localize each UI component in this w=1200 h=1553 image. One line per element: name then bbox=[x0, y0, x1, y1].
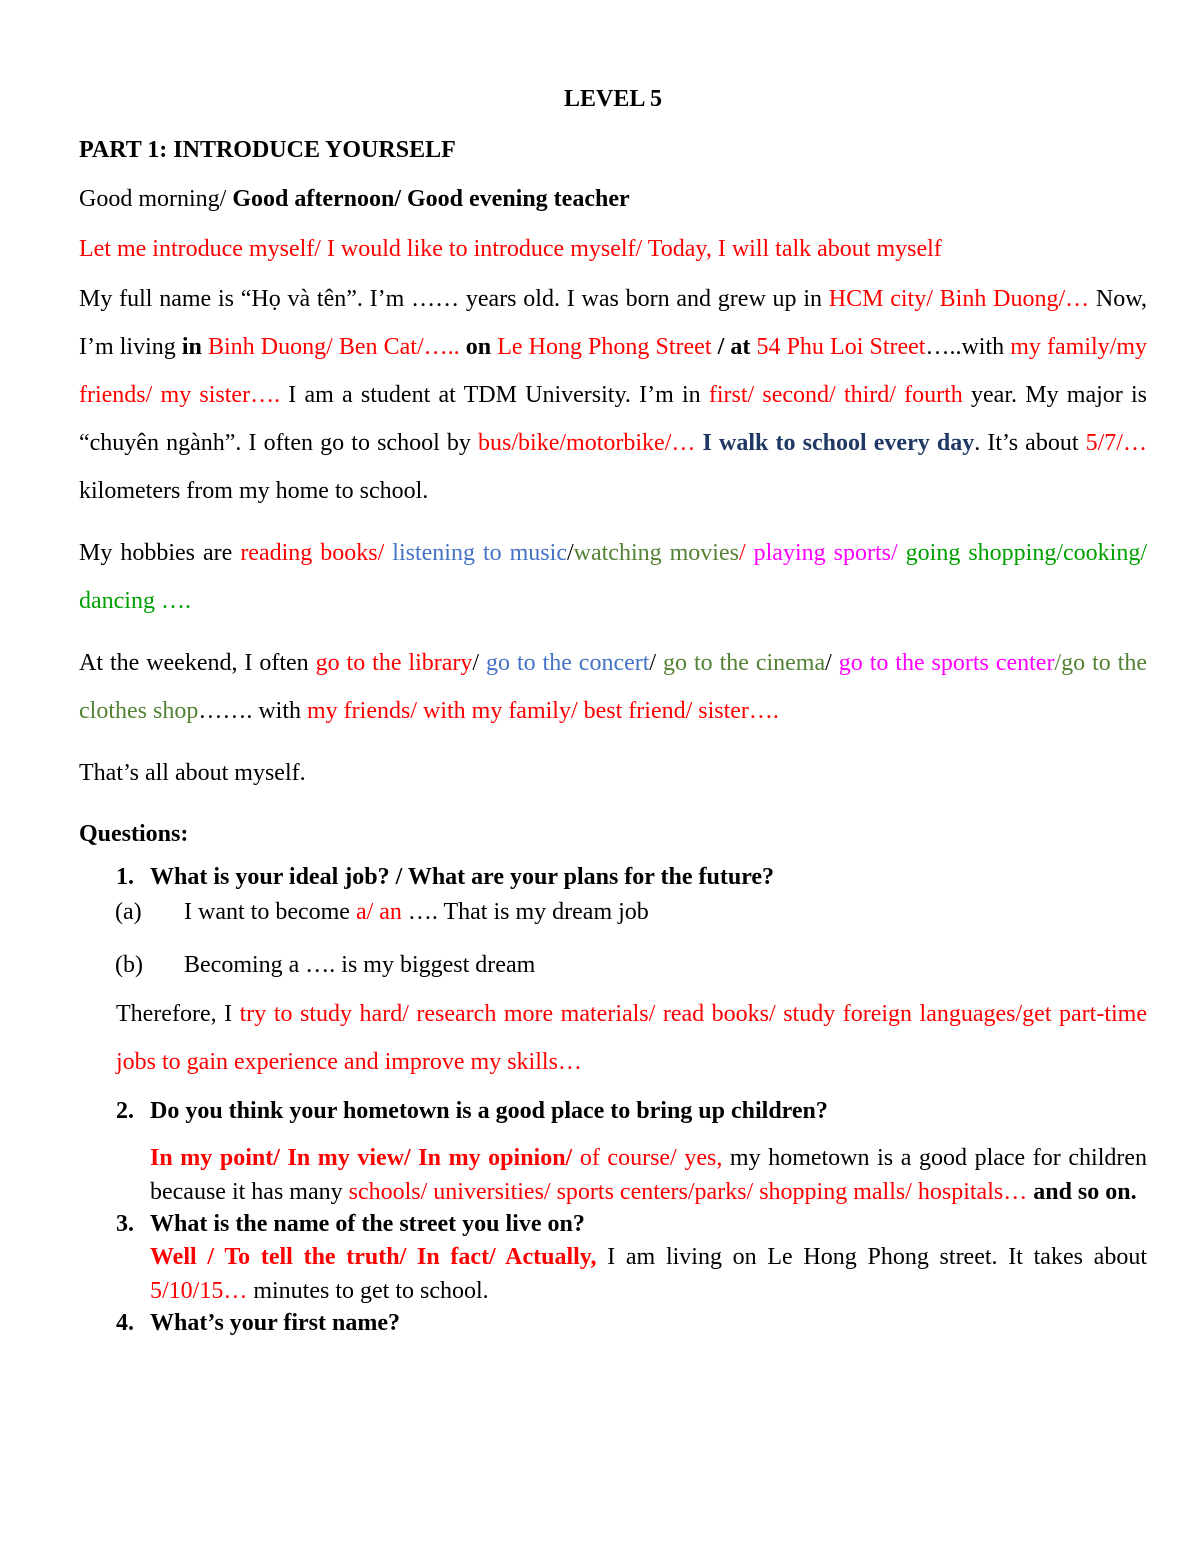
answer-text: 5/10/15… bbox=[150, 1277, 248, 1304]
answer-therefore bbox=[79, 990, 1147, 1086]
option-tag: (b) bbox=[115, 952, 143, 979]
p1-text: / at bbox=[711, 333, 757, 360]
answer-text: minutes to get to school. bbox=[247, 1277, 489, 1304]
answer-text: of course/ yes, bbox=[572, 1144, 723, 1171]
p2-text: reading books/ bbox=[240, 539, 385, 566]
p3-text: / bbox=[1054, 649, 1062, 676]
question-number: 1. bbox=[116, 863, 134, 890]
p1-text: I walk to school every day bbox=[695, 429, 975, 456]
question-number: 3. bbox=[116, 1210, 134, 1237]
question-title: What is the name of the street you live on? bbox=[150, 1210, 585, 1237]
p1-text: in bbox=[181, 333, 202, 360]
answer-text: In my point/ In my view/ In my opinion/ bbox=[150, 1144, 573, 1171]
p1-text: year. My major is “chuyên ngành”. I often go to school by bbox=[79, 381, 1147, 456]
answer-text: a/ an bbox=[355, 899, 402, 926]
p3-text: go to the sports center bbox=[831, 649, 1055, 676]
answer-option-b bbox=[79, 950, 1147, 981]
question-title: What’s your first name? bbox=[150, 1309, 400, 1336]
answer-option-a bbox=[79, 897, 1147, 928]
question-title: What is your ideal job? / What are your plans for the future? bbox=[150, 863, 775, 890]
answer-q3 bbox=[79, 1240, 1147, 1308]
part1-heading: PART 1: INTRODUCE YOURSELF bbox=[79, 137, 456, 164]
greeting-line bbox=[79, 184, 1147, 215]
p1-text: Now, I’m living bbox=[79, 285, 1148, 360]
question-number: 4. bbox=[116, 1309, 134, 1336]
paragraph-personal-info bbox=[79, 275, 1147, 515]
p1-text: HCM city/ Binh Duong/… bbox=[828, 285, 1090, 312]
answer-text: Therefore, I bbox=[116, 1000, 240, 1027]
answer-text: I want to become bbox=[184, 899, 356, 926]
answer-text: my hometown is a good place for children because it has many bbox=[150, 1144, 1148, 1205]
question-4 bbox=[79, 1308, 1147, 1339]
p3-text: go to the cinema bbox=[656, 649, 826, 676]
p1-text: kilometers from my home to school. bbox=[79, 477, 429, 504]
p1-text: Le Hong Phong Street bbox=[497, 333, 712, 360]
option-tag: (a) bbox=[115, 899, 142, 926]
answer-text: Well / To tell the truth/ In fact/ Actually, bbox=[150, 1243, 597, 1270]
p1-text: . It’s about bbox=[974, 429, 1086, 456]
answer-q2 bbox=[79, 1141, 1147, 1209]
p3-text: / bbox=[472, 649, 480, 676]
p3-text: At the weekend, I often bbox=[79, 649, 316, 676]
p1-text: My full name is “Họ và tên”. I’m …… years old. I was born and grew up in bbox=[79, 285, 829, 312]
page-title: LEVEL 5 bbox=[563, 86, 663, 112]
p2-text: going shopping/cooking/ dancing …. bbox=[79, 539, 1147, 614]
p3-text: go to the clothes shop bbox=[79, 649, 1147, 724]
questions-label: Questions: bbox=[79, 820, 189, 847]
p2-text: / bbox=[738, 539, 746, 566]
question-2 bbox=[79, 1096, 1147, 1127]
answer-text: I am living on Le Hong Phong street. It takes about bbox=[596, 1243, 1147, 1270]
p1-text: Binh Duong/ Ben Cat/….. bbox=[201, 333, 460, 360]
question-number: 2. bbox=[116, 1097, 134, 1124]
p2-text: listening to music bbox=[384, 539, 567, 566]
p1-text: my family/my friends/ my sister…. bbox=[79, 333, 1148, 408]
p2-text: playing sports/ bbox=[745, 539, 898, 566]
p1-text: I am a student at TDM University. I’m in bbox=[280, 381, 709, 408]
answer-text: try to study hard/ research more materials/ read books/ study foreign languages/get part-time jobs to gain experience and improve my skills… bbox=[116, 1000, 1147, 1075]
p1-text: bus/bike/motorbike/… bbox=[478, 429, 696, 456]
p3-text: / bbox=[825, 649, 832, 676]
p2-text: My hobbies are bbox=[79, 539, 241, 566]
p1-text: first/ second/ third/ fourth bbox=[708, 381, 963, 408]
p3-text: my friends/ with my family/ best friend/ sister…. bbox=[307, 697, 779, 724]
p3-text: go to the library bbox=[315, 649, 473, 676]
answer-text: schools/ universities/ sports centers/parks/ shopping malls/ hospitals… bbox=[348, 1178, 1028, 1205]
p1-text: 5/7/… bbox=[1085, 429, 1147, 456]
question-1 bbox=[79, 862, 1147, 893]
intro-line: Let me introduce myself/ I would like to introduce myself/ Today, I will talk about myself bbox=[79, 235, 942, 262]
p3-text: / bbox=[649, 649, 657, 676]
answer-text: and so on. bbox=[1027, 1178, 1137, 1205]
p1-text: on bbox=[459, 333, 498, 360]
paragraph-hobbies bbox=[79, 529, 1147, 625]
p2-text: watching movies bbox=[573, 539, 739, 566]
p3-text: go to the concert bbox=[479, 649, 650, 676]
p2-text: / bbox=[566, 539, 574, 566]
p3-text: ……. with bbox=[198, 697, 307, 724]
p1-text: …..with bbox=[925, 333, 1011, 360]
question-title: Do you think your hometown is a good place to bring up children? bbox=[150, 1097, 828, 1124]
answer-text: Becoming a …. is my biggest dream bbox=[184, 952, 536, 979]
greeting-a: Good morning/ bbox=[79, 186, 233, 213]
paragraph-weekend bbox=[79, 639, 1147, 735]
p1-text: 54 Phu Loi Street bbox=[756, 333, 926, 360]
answer-text: …. That is my dream job bbox=[401, 899, 649, 926]
question-3 bbox=[79, 1209, 1147, 1240]
greeting-b: Good afternoon/ Good evening teacher bbox=[232, 186, 630, 213]
closing-line: That’s all about myself. bbox=[79, 759, 306, 786]
